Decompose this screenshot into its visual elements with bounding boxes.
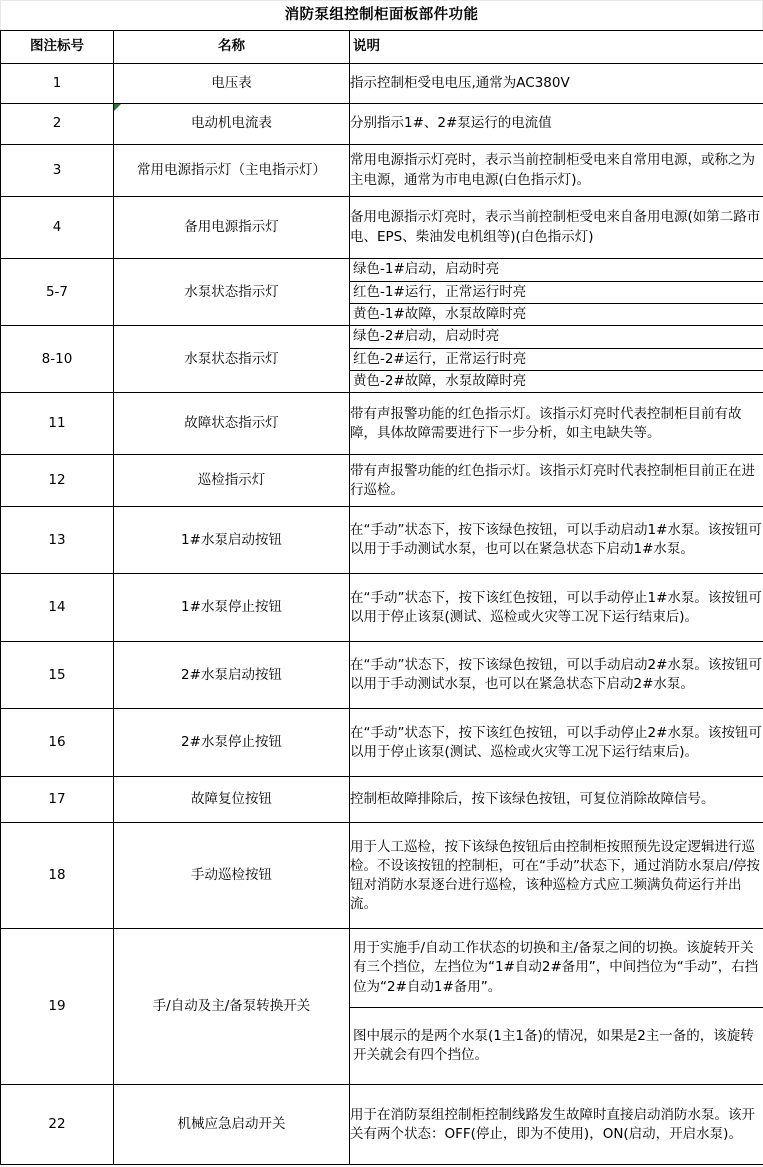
cell-figure-number: 17 [1,777,114,823]
page-title: 消防泵组控制柜面板部件功能 [284,7,479,24]
cell-component-name [114,777,350,823]
cell-figure-number: 11 [1,393,114,455]
table-row [1,574,763,642]
cell-description: 控制柜故障排除后，按下该绿色按钮，可复位消除故障信号。 [350,777,763,823]
cell-component-name [114,145,350,197]
cell-figure-number: 8-10 [1,326,114,393]
cell-figure-number: 13 [1,507,114,574]
cell-figure-number: 18 [1,823,114,929]
component-name-label: 手动巡检按钮 [191,867,272,884]
component-name-label: 2#水泵启动按钮 [181,666,282,683]
cell-description: 分别指示1#、2#泵运行的电流值 [350,104,763,145]
cell-component-name [114,259,350,326]
description-subrows [350,929,763,1084]
component-name-label: 故障复位按钮 [191,791,272,808]
component-name-label: 1#水泵启动按钮 [181,531,282,548]
component-name-label: 常用电源指示灯（主电指示灯） [137,161,326,178]
cell-figure-number: 4 [1,197,114,259]
description-subrow-text: 绿色-1#启动，启动时亮 [350,259,763,281]
table-row [1,642,763,709]
column-header-num: 图注标号 [1,31,114,64]
component-name-label: 2#水泵停止按钮 [181,734,282,751]
cell-component-name [114,823,350,929]
cell-description: 在“手动”状态下，按下该红色按钮，可以手动停止2#水泵。该按钮可以用于停止该泵(测试、巡检或火灾等工况下运行结束后)。 [350,709,763,777]
cell-description: 指示控制柜受电电压,通常为AC380V [350,64,763,104]
cell-figure-number: 15 [1,642,114,709]
cell-figure-number: 2 [1,104,114,145]
description-subrow-text: 绿色-2#启动，启动时亮 [350,326,763,348]
column-header-desc: 说明 [350,31,763,64]
description-subrows [350,326,763,392]
table-row [1,1085,763,1165]
cell-figure-number: 12 [1,455,114,507]
table-head [1,31,763,64]
cell-description [350,929,763,1085]
cell-component-name [114,929,350,1085]
description-subrow-text: 黄色-2#故障，水泵故障时亮 [353,372,527,389]
component-name-label: 巡检指示灯 [197,472,266,489]
component-name-label: 1#水泵停止按钮 [181,599,282,616]
description-subrow-text: 红色-2#运行，正常运行时亮 [350,348,763,370]
cell-figure-number: 3 [1,145,114,197]
cell-description: 常用电源指示灯亮时，表示当前控制柜受电来自常用电源，或称之为主电源，通常为市电电源(白色指示灯)。 [350,145,763,197]
cell-description: 带有声报警功能的红色指示灯。该指示灯亮时代表控制柜目前正在进行巡检。 [350,455,763,507]
description-subrow [350,281,763,303]
component-name-label: 水泵状态指示灯 [184,350,279,367]
cell-component-name [114,104,350,145]
table-row [1,507,763,574]
cell-description: 在“手动”状态下，按下该绿色按钮，可以手动启动2#水泵。该按钮可以用于手动测试水泵，也可以在紧急状态下启动2#水泵。 [350,642,763,709]
component-name-label: 备用电源指示灯 [184,218,279,235]
cell-figure-number: 14 [1,574,114,642]
cell-description: 备用电源指示灯亮时，表示当前控制柜受电来自备用电源(如第二路市电、EPS、柴油发电机组等)(白色指示灯) [350,197,763,259]
table-row [1,777,763,823]
table-row [1,197,763,259]
component-name-label: 电压表 [211,74,252,91]
table-header-row [1,31,763,64]
table-body [1,64,763,1165]
table-row [1,326,763,393]
cell-description: 带有声报警功能的红色指示灯。该指示灯亮时代表控制柜目前有故障，具体故障需要进行下一步分析，如主电缺失等。 [350,393,763,455]
cell-figure-number: 22 [1,1085,114,1165]
cell-component-name [114,64,350,104]
description-subrow [350,370,763,392]
cell-component-name [114,197,350,259]
table-row [1,259,763,326]
description-subrow [350,929,763,1007]
component-function-table [0,30,763,1165]
description-subrow-text: 图中展示的是两个水泵(1主1备)的情况，如果是2主一备的，该旋转开关就会有四个挡位。 [353,1027,754,1064]
component-name-label: 机械应急启动开关 [177,1116,286,1133]
cell-description [350,259,763,326]
description-subrow [350,259,763,281]
description-subrow [350,326,763,348]
table-row [1,393,763,455]
component-name-label: 电动机电流表 [191,115,272,132]
description-subrow-text: 红色-1#运行，正常运行时亮 [350,281,763,303]
description-subrow-text: 用于实施手/自动工作状态的切换和主/备泵之间的切换。该旋转开关有三个挡位，左挡位为“1#自动2#备用”，中间挡位为“手动”，右挡位为“2#自动1#备用”。 [350,929,763,1007]
table-row [1,104,763,145]
cell-component-name [114,1085,350,1165]
cell-figure-number: 1 [1,64,114,104]
table-row [1,823,763,929]
cell-component-name [114,455,350,507]
cell-component-name [114,709,350,777]
cell-description: 用于人工巡检，按下该绿色按钮后由控制柜按照预先设定逻辑进行巡检。不设该按钮的控制柜，可在“手动”状态下，通过消防水泵启/停按钮对消防水泵逐台进行巡检，该种巡检方式应工频满负荷运行并出流。 [350,823,763,929]
description-subrow [350,348,763,370]
cell-description [350,326,763,393]
description-subrow-text: 黄色-1#故障，水泵故障时亮 [353,305,527,322]
table-row [1,709,763,777]
column-header-name: 名称 [114,31,350,64]
cell-component-name [114,642,350,709]
cell-figure-number: 16 [1,709,114,777]
cell-description: 在“手动”状态下，按下该红色按钮，可以手动停止1#水泵。该按钮可以用于停止该泵(测试、巡检或火灾等工况下运行结束后)。 [350,574,763,642]
table-row [1,145,763,197]
cell-component-name [114,393,350,455]
component-name-label: 故障状态指示灯 [184,415,279,432]
cell-figure-number: 5-7 [1,259,114,326]
table-row [1,64,763,104]
table-row [1,929,763,1085]
comment-marker-icon [114,104,121,111]
cell-component-name [114,326,350,393]
document-title-row [0,0,763,30]
component-name-label: 水泵状态指示灯 [184,283,279,300]
description-subrow [350,1007,763,1084]
cell-component-name [114,507,350,574]
cell-component-name [114,574,350,642]
description-subrows [350,259,763,325]
table-row [1,455,763,507]
cell-description: 用于在消防泵组控制柜控制线路发生故障时直接启动消防水泵。该开关有两个状态：OFF(停止，即为不使用)，ON(启动，开启水泵)。 [350,1085,763,1165]
cell-figure-number: 19 [1,929,114,1085]
component-name-label: 手/自动及主/备泵转换开关 [152,998,311,1015]
cell-description: 在“手动”状态下，按下该绿色按钮，可以手动启动1#水泵。该按钮可以用于手动测试水泵，也可以在紧急状态下启动1#水泵。 [350,507,763,574]
description-subrow [350,303,763,325]
